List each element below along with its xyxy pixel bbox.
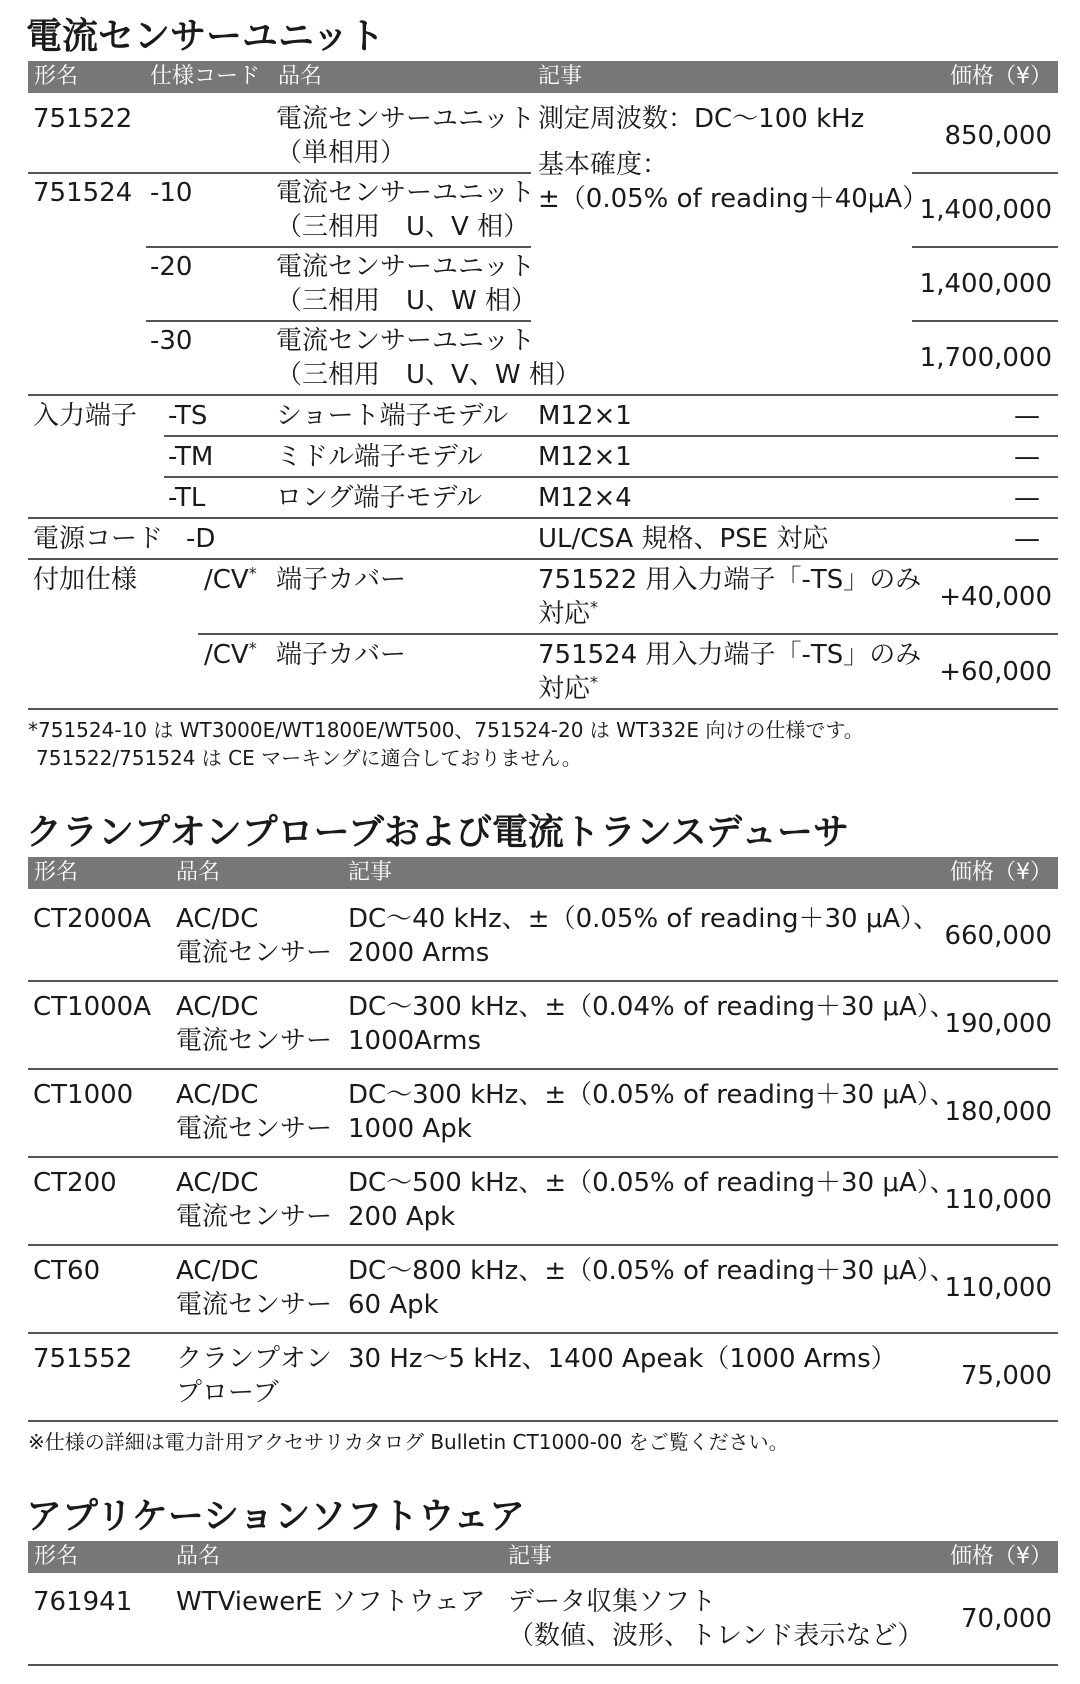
spec-code: -TM (168, 442, 214, 472)
name-line1: AC/DC (176, 992, 259, 1022)
name-line2: 電流センサー (176, 1290, 333, 1320)
header-price: 価格（¥） (950, 1544, 1052, 1569)
option-spec: /CV* (204, 638, 257, 670)
price: 1,700,000 (919, 343, 1052, 373)
price: 180,000 (944, 1097, 1052, 1127)
power-cord-desc: UL/CSA 規格、PSE 対応 (538, 524, 829, 554)
terminal-name: ショート端子モデル (276, 401, 509, 431)
name-line2: （単相用） (276, 138, 407, 168)
shared-desc-line1: 測定周波数：DC〜100 kHz (538, 104, 865, 134)
terminal-desc: M12×1 (538, 401, 632, 431)
terminal-desc: M12×4 (538, 483, 632, 513)
row-divider (912, 172, 1058, 174)
desc-line2: 1000Arms (348, 1026, 482, 1056)
name-line2: 電流センサー (176, 1202, 333, 1232)
shared-desc-line2: 基本確度： (538, 150, 669, 180)
footnote: ※仕様の詳細は電力計用アクセサリカタログ Bulletin CT1000-00 をご覧ください。 (28, 1430, 789, 1454)
row-divider (28, 980, 1058, 982)
name-line1: AC/DC (176, 1168, 259, 1198)
name-line1: 電流センサーユニット (276, 252, 535, 282)
header-desc: 記事 (538, 64, 583, 89)
option-desc-line1: 751524 用入力端子「-TS」のみ (538, 640, 922, 670)
option-name: 端子カバー (276, 640, 407, 670)
software-name: WTViewerE ソフトウェア (176, 1587, 486, 1617)
option-spec: /CV* (204, 563, 257, 595)
spec-code: -30 (150, 326, 193, 356)
header-price: 価格（¥） (950, 860, 1052, 885)
row-divider (146, 246, 531, 248)
row-divider (28, 394, 1058, 396)
row-divider (28, 172, 531, 174)
name-line2: （三相用 U、V 相） (276, 212, 530, 242)
options-label: 付加仕様 (33, 565, 138, 595)
header-model: 形名 (34, 860, 79, 885)
row-divider (28, 517, 1058, 519)
name-line2: 電流センサー (176, 1026, 333, 1056)
price: +40,000 (939, 582, 1052, 612)
footnote: 751522/751524 は CE マーキングに適合しておりません。 (36, 746, 582, 770)
price: 70,000 (961, 1604, 1052, 1634)
desc-line2: （数値、波形、トレンド表示など） (508, 1621, 924, 1651)
model: CT60 (33, 1256, 101, 1286)
name-line2: プローブ (176, 1378, 279, 1408)
row-divider (28, 1068, 1058, 1070)
name-line2: （三相用 U、V、W 相） (276, 360, 581, 390)
price: 1,400,000 (919, 269, 1052, 299)
name-line1: AC/DC (176, 904, 259, 934)
row-divider (146, 320, 531, 322)
row-divider (28, 558, 1058, 560)
name-line2: 電流センサー (176, 1114, 333, 1144)
desc-line1: DC〜40 kHz、±（0.05% of reading＋30 μA）、 (348, 904, 940, 934)
price: 190,000 (944, 1009, 1052, 1039)
option-name: 端子カバー (276, 565, 407, 595)
desc-line1: DC〜800 kHz、±（0.05% of reading＋30 μA）、 (348, 1256, 956, 1286)
header-model: 形名 (34, 64, 79, 89)
price: 850,000 (944, 121, 1052, 151)
terminal-desc: M12×1 (538, 442, 632, 472)
model: 751552 (33, 1344, 133, 1374)
name-line1: 電流センサーユニット (276, 178, 535, 208)
model: 761941 (33, 1587, 133, 1617)
spec-code: -TS (168, 401, 208, 431)
row-divider (912, 320, 1058, 322)
header-name: 品名 (278, 64, 323, 89)
row-divider (28, 1332, 1058, 1334)
name-line2: （三相用 U、W 相） (276, 286, 538, 316)
header-spec: 仕様コード (150, 64, 261, 89)
price: — (1014, 442, 1040, 472)
price: 660,000 (944, 921, 1052, 951)
terminal-label: 入力端子 (33, 401, 138, 431)
price: — (1014, 483, 1040, 513)
option-desc-line2: 対応* (538, 672, 599, 704)
section1-title: 電流センサーユニット (26, 16, 385, 57)
table-bottom (28, 708, 1058, 710)
footnote: *751524-10 は WT3000E/WT1800E/WT500、751524-20 は WT332E 向けの仕様です。 (28, 718, 864, 742)
model-751522: 751522 (33, 104, 133, 134)
name-line1: 電流センサーユニット (276, 104, 535, 134)
terminal-name: ミドル端子モデル (276, 442, 483, 472)
name-line1: AC/DC (176, 1256, 259, 1286)
desc-line1: DC〜300 kHz、±（0.05% of reading＋30 μA）、 (348, 1080, 956, 1110)
name-line2: 電流センサー (176, 938, 333, 968)
price: — (1014, 401, 1040, 431)
desc-line1: DC〜300 kHz、±（0.04% of reading＋30 μA）、 (348, 992, 956, 1022)
model: CT2000A (33, 904, 151, 934)
name-line1: クランプオン (176, 1344, 332, 1374)
section2-title: クランプオンプローブおよび電流トランスデューサ (26, 812, 849, 853)
desc-line1: 30 Hz〜5 kHz、1400 Apeak（1000 Arms） (348, 1344, 897, 1374)
name-line1: 電流センサーユニット (276, 326, 535, 356)
spec-code: -20 (150, 252, 193, 282)
header-name: 品名 (176, 860, 221, 885)
option-desc-line2: 対応* (538, 597, 599, 629)
price: +60,000 (939, 657, 1052, 687)
price: 75,000 (961, 1361, 1052, 1391)
desc-line2: 200 Apk (348, 1202, 456, 1232)
model-751524: 751524 (33, 178, 133, 208)
name-line1: AC/DC (176, 1080, 259, 1110)
row-divider (164, 435, 1058, 437)
terminal-name: ロング端子モデル (276, 483, 483, 513)
row-divider (28, 1244, 1058, 1246)
spec-code: -D (186, 524, 216, 554)
power-cord-label: 電源コード (33, 524, 164, 554)
spec-code: -10 (150, 178, 193, 208)
table-bottom (28, 1420, 1058, 1422)
header-desc: 記事 (348, 860, 393, 885)
spec-code: -TL (168, 483, 206, 513)
price: — (1014, 524, 1040, 554)
row-divider (198, 633, 1058, 635)
row-divider (28, 1156, 1058, 1158)
row-divider (164, 476, 1058, 478)
desc-line2: 2000 Arms (348, 938, 490, 968)
price: 110,000 (944, 1273, 1052, 1303)
desc-line2: 60 Apk (348, 1290, 439, 1320)
header-name: 品名 (176, 1544, 221, 1569)
desc-line1: データ収集ソフト (508, 1587, 717, 1617)
shared-desc-line3: ±（0.05% of reading＋40μA） (538, 184, 929, 214)
model: CT200 (33, 1168, 117, 1198)
row-divider (912, 246, 1058, 248)
model: CT1000 (33, 1080, 134, 1110)
option-desc-line1: 751522 用入力端子「-TS」のみ (538, 565, 922, 595)
table-bottom (28, 1664, 1058, 1666)
price: 110,000 (944, 1185, 1052, 1215)
section3-title: アプリケーションソフトウェア (26, 1496, 525, 1537)
header-model: 形名 (34, 1544, 79, 1569)
header-desc: 記事 (508, 1544, 553, 1569)
model: CT1000A (33, 992, 151, 1022)
desc-line1: DC〜500 kHz、±（0.05% of reading＋30 μA）、 (348, 1168, 956, 1198)
price: 1,400,000 (919, 195, 1052, 225)
desc-line2: 1000 Apk (348, 1114, 472, 1144)
header-price: 価格（¥） (950, 64, 1052, 89)
